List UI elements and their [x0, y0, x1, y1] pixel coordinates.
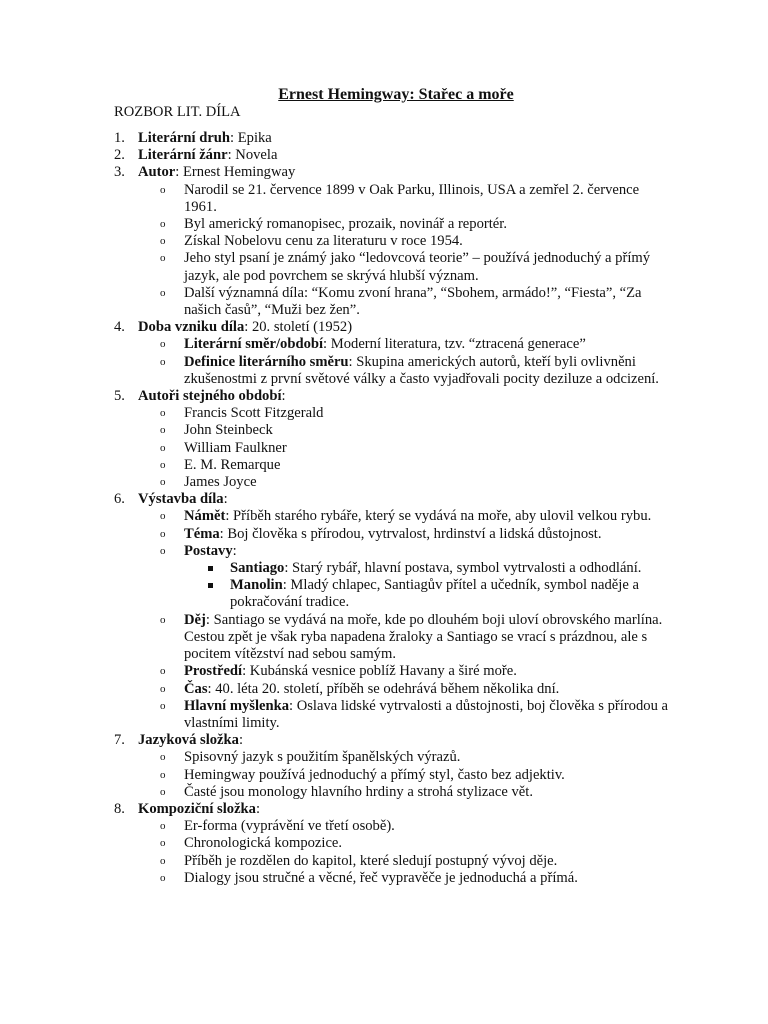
list-item-label: Definice literárního směru: [184, 353, 349, 370]
list-item-text: Santiago se vydává na moře, kde po dlouhém boji uloví obrovského marlína. Cestou zpět je však ryba napadena žraloky a Santiago se vrací s prázdnou, ale s pocitem vítězství nad sebou samým.: [184, 611, 663, 663]
circle-bullet-icon: o: [160, 699, 166, 712]
list-item-label: Děj: [184, 611, 206, 628]
section-separator: :: [255, 800, 261, 817]
list-item: [138, 233, 674, 250]
list-item: [138, 526, 674, 543]
section-separator: :: [244, 319, 252, 336]
circle-bullet-icon: o: [160, 235, 166, 248]
list-item-text: Chronologická kompozice.: [184, 835, 343, 852]
section-list: [114, 130, 674, 887]
section-value: Epika: [237, 130, 272, 146]
nested-item-colon: :: [284, 560, 293, 577]
nested-list-item: [184, 560, 674, 577]
list-item-colon: :: [205, 611, 214, 628]
circle-bullet-icon: o: [160, 527, 166, 540]
list-item-label: Literární směr/období: [184, 336, 324, 353]
nested-list: [184, 560, 674, 612]
circle-bullet-icon: o: [160, 871, 166, 884]
nested-item-text: Starý rybář, hlavní postava, symbol vytrvalosti a odhodlání.: [292, 560, 642, 577]
list-item-colon: :: [289, 697, 297, 714]
section-value: 20. století (1952): [251, 319, 353, 336]
section-item: [114, 147, 674, 164]
list-item-text: Hemingway používá jednoduchý a přímý styl, často bez adjektiv.: [184, 766, 565, 783]
sub-list: [138, 749, 674, 801]
list-item-label: Čas: [184, 680, 208, 697]
section-label: Literární druh: [138, 130, 231, 146]
list-item-text: James Joyce: [184, 474, 257, 491]
circle-bullet-icon: o: [160, 286, 166, 299]
list-item: [138, 216, 674, 233]
list-item: [138, 681, 674, 698]
section-number: 5.: [114, 388, 125, 405]
circle-bullet-icon: o: [160, 751, 166, 764]
circle-bullet-icon: o: [160, 820, 166, 833]
section-item: [114, 491, 674, 732]
list-item: [138, 663, 674, 680]
section-separator: :: [175, 164, 183, 181]
list-item: [138, 336, 674, 353]
circle-bullet-icon: o: [160, 476, 166, 489]
list-item: [138, 440, 674, 457]
section-number: 8.: [114, 800, 125, 817]
list-item: [138, 853, 674, 870]
circle-bullet-icon: o: [160, 424, 166, 437]
section-number: 3.: [114, 164, 125, 181]
sub-list: [138, 818, 674, 887]
list-item-text: Další významná díla: “Komu zvoní hrana”, “Sbohem, armádo!”, “Fiesta”, “Za našich časů”, “Muži bez žen”.: [184, 284, 642, 319]
list-item-text: Příběh je rozdělen do kapitol, které sledují postupný vývoj děje.: [184, 852, 558, 869]
circle-bullet-icon: o: [160, 441, 166, 454]
list-item: [138, 250, 674, 284]
list-item-label: Prostředí: [184, 663, 243, 680]
list-item-text: E. M. Remarque: [184, 456, 281, 473]
section-item: [114, 319, 674, 388]
nested-item-label: Santiago: [230, 560, 285, 577]
list-item-text: Byl americký romanopisec, prozaik, novinář a reportér.: [184, 216, 507, 233]
section-label: Jazyková složka: [138, 732, 239, 749]
section-separator: :: [227, 147, 236, 164]
page-title: Ernest Hemingway: Stařec a moře: [278, 86, 514, 103]
list-item-colon: :: [232, 542, 237, 559]
list-item: [138, 543, 674, 612]
list-item: [138, 474, 674, 491]
section-separator: :: [281, 388, 286, 405]
list-item-text: Narodil se 21. července 1899 v Oak Parku, Illinois, USA a zemřel 2. července 1961.: [184, 181, 640, 215]
list-item-text: Skupina amerických autorů, kteří byli ovlivněni zkušenostmi z první světové války a často vyjadřovali pocity deziluze a odcizení.: [184, 353, 659, 387]
section-label: Doba vzniku díla: [138, 319, 245, 336]
nested-item-colon: :: [282, 577, 291, 594]
circle-bullet-icon: o: [160, 682, 166, 695]
list-item-colon: :: [242, 663, 250, 680]
list-item-colon: :: [219, 525, 228, 542]
list-item-label: Hlavní myšlenka: [184, 697, 290, 714]
list-item-text: 40. léta 20. století, příběh se odehrává během několika dní.: [215, 680, 560, 697]
sub-list: [138, 405, 674, 491]
section-item: [114, 130, 674, 147]
list-item-text: Boj člověka s přírodou, vytrvalost, hrdinství a lidská důstojnost.: [227, 525, 602, 542]
list-item: [138, 767, 674, 784]
list-item-text: Příběh starého rybáře, který se vydává na moře, aby ulovil velkou rybu.: [233, 508, 652, 525]
list-item-text: Časté jsou monology hlavního hrdiny a strohá stylizace vět.: [184, 783, 533, 800]
nested-item-label: Manolin: [230, 577, 283, 594]
list-item-text: Jeho styl psaní je známý jako “ledovcová teorie” – používá jednoduchý a přímý jazyk, ale pod povrchem se skrývá hlubší význam.: [184, 250, 651, 284]
list-item-text: William Faulkner: [184, 439, 287, 456]
circle-bullet-icon: o: [160, 665, 166, 678]
list-item: [138, 354, 674, 388]
section-label: Literární žánr: [138, 147, 228, 164]
square-bullet-icon: [208, 566, 213, 571]
list-item: [138, 612, 674, 664]
section-number: 1.: [114, 130, 125, 146]
list-item-text: Získal Nobelovu cenu za literaturu v roce 1954.: [184, 233, 463, 250]
list-item-colon: :: [323, 336, 331, 353]
list-item: [138, 784, 674, 801]
circle-bullet-icon: o: [160, 407, 166, 420]
section-label: Autor: [138, 164, 176, 181]
circle-bullet-icon: o: [160, 768, 166, 781]
section-number: 2.: [114, 147, 125, 164]
circle-bullet-icon: o: [160, 183, 166, 196]
section-number: 4.: [114, 319, 125, 336]
list-item: [138, 182, 674, 216]
section-value: Novela: [235, 147, 278, 164]
section-label: Kompoziční složka: [138, 800, 256, 817]
section-separator: :: [230, 130, 238, 146]
circle-bullet-icon: o: [160, 458, 166, 471]
section-item: [114, 388, 674, 491]
circle-bullet-icon: o: [160, 252, 166, 265]
circle-bullet-icon: o: [160, 613, 166, 626]
list-item-label: Postavy: [184, 542, 233, 559]
list-item-text: Moderní literatura, tzv. “ztracená generace”: [330, 336, 586, 353]
section-value: Ernest Hemingway: [183, 164, 296, 181]
section-item: [114, 801, 674, 887]
section-item: [114, 732, 674, 801]
section-label: Autoři stejného období: [138, 388, 282, 405]
list-item: [138, 405, 674, 422]
section-separator: :: [223, 491, 228, 508]
circle-bullet-icon: o: [160, 785, 166, 798]
list-item-label: Téma: [184, 525, 220, 542]
section-number: 6.: [114, 491, 125, 508]
circle-bullet-icon: o: [160, 544, 166, 557]
page-subtitle: ROZBOR LIT. DÍLA: [114, 104, 241, 120]
list-item: [138, 870, 674, 887]
circle-bullet-icon: o: [160, 355, 166, 368]
list-item-label: Námět: [184, 508, 226, 525]
section-separator: :: [238, 732, 244, 749]
list-item-text: John Steinbeck: [184, 422, 273, 439]
list-item-text: Er-forma (vyprávění ve třetí osobě).: [184, 818, 395, 835]
list-item: [138, 285, 674, 319]
sub-list: [138, 182, 674, 320]
list-item: [138, 749, 674, 766]
list-item-colon: :: [348, 353, 357, 370]
nested-list-item: [184, 577, 674, 611]
section-label: Výstavba díla: [138, 491, 224, 508]
list-item-text: Spisovný jazyk s použitím španělských výrazů.: [184, 749, 461, 766]
list-item-colon: :: [225, 508, 234, 525]
section-number: 7.: [114, 732, 125, 749]
circle-bullet-icon: o: [160, 218, 166, 231]
list-item-text: Francis Scott Fitzgerald: [184, 405, 324, 422]
list-item-text: Oslava lidské vytrvalosti a důstojnosti, boj člověka s přírodou a vlastními limity.: [184, 697, 668, 731]
circle-bullet-icon: o: [160, 510, 166, 523]
list-item-colon: :: [207, 680, 216, 697]
square-bullet-icon: [208, 583, 213, 588]
circle-bullet-icon: o: [160, 854, 166, 867]
nested-item-text: Mladý chlapec, Santiagův přítel a učedník, symbol naděje a pokračování tradice.: [230, 577, 639, 611]
circle-bullet-icon: o: [160, 837, 166, 850]
list-item-text: Kubánská vesnice poblíž Havany a širé moře.: [249, 663, 517, 680]
sub-list: [138, 336, 674, 388]
section-item: [114, 164, 674, 319]
list-item: [138, 422, 674, 439]
list-item: [138, 508, 674, 525]
circle-bullet-icon: o: [160, 338, 166, 351]
list-item: [138, 698, 674, 732]
sub-list: [138, 508, 674, 732]
list-item-text: Dialogy jsou stručné a věcné, řeč vypravěče je jednoduchá a přímá.: [184, 869, 578, 886]
list-item: [138, 457, 674, 474]
list-item: [138, 818, 674, 835]
list-item: [138, 835, 674, 852]
